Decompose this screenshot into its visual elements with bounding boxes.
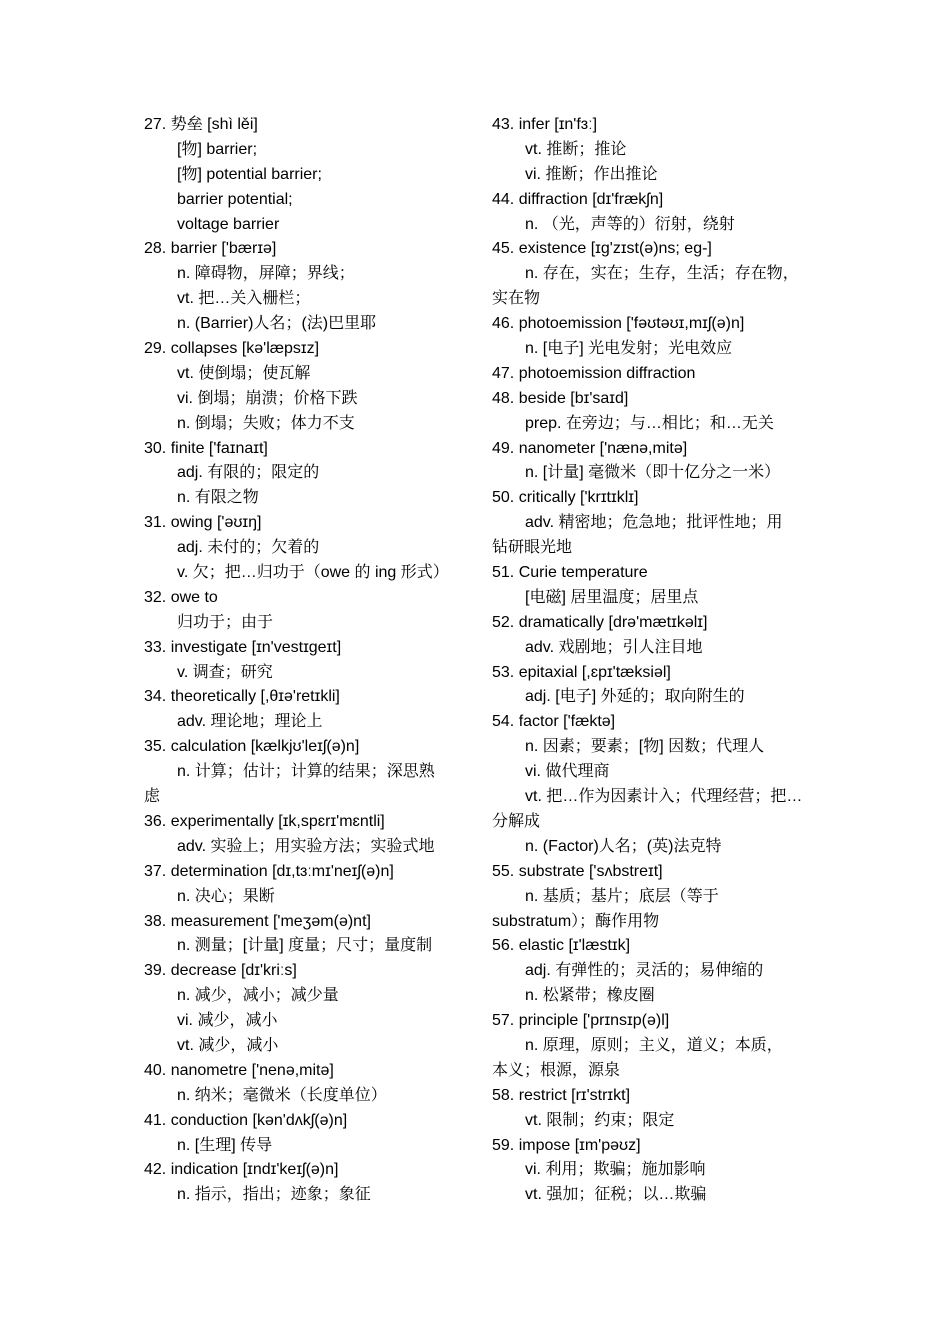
vocab-entry-heading: 29. collapses [kə'læpsɪz] [144,340,320,358]
definition-line: vi. 做代理商 [525,763,610,781]
definition-continuation: 分解成 [492,812,541,830]
vocab-entry-heading: 40. nanometre ['nenə,mitə] [144,1061,334,1079]
definition-line: n. 测量；[计量] 度量；尺寸；量度制 [177,937,433,955]
definition-line: vi. 利用；欺骗；施加影响 [525,1161,706,1179]
definition-line: [物] potential barrier; [177,165,322,183]
definition-line: n. 减少，减小；减少量 [177,987,339,1005]
definition-line: n. 原理，原则；主义，道义；本质， [525,1036,783,1054]
definition-line: vt. 推断；推论 [525,140,627,158]
definition-line: [电磁] 居里温度；居里点 [525,588,699,606]
definition-line: adj. 未付的；欠着的 [177,539,320,557]
definition-line: vt. 强加；征税；以…欺骗 [525,1186,707,1204]
definition-line: n. 指示，指出；迹象；象征 [177,1186,371,1204]
vocab-entry-heading: 39. decrease [dɪ'kriːs] [144,962,297,980]
definition-line: n. 障碍物，屏障；界线； [177,265,355,283]
definition-continuation: 虑 [144,788,161,806]
definition-line: vt. 使倒塌；使瓦解 [177,364,311,382]
definition-line: adv. 精密地；危急地；批评性地；用 [525,514,783,532]
vocab-entry-heading: 49. nanometer ['nænə,mitə] [492,439,688,457]
left-column [144,113,464,1208]
vocab-entry-heading: 43. infer [ɪn'fɜː] [492,116,598,133]
definition-line: vi. 倒塌；崩溃；价格下跌 [177,389,358,407]
vocab-entry-heading: 58. restrict [rɪ'strɪkt] [492,1086,631,1104]
vocab-entry-heading: 33. investigate [ɪn'vestɪgeɪt] [144,638,342,656]
definition-line: adv. 理论地；理论上 [177,713,323,731]
definition-line: v. 调查；研究 [177,663,273,681]
definition-line: n. 存在，实在；生存，生活；存在物， [525,265,799,283]
definition-line: n. (Barrier)人名；(法)巴里耶 [177,315,377,333]
definition-line: 归功于；由于 [177,613,274,631]
definition-line: vt. 把…关入栅栏； [177,290,311,308]
definition-line: vt. 减少，减小 [177,1036,279,1054]
vocab-entry-heading: 27. 势垒 [shì lěi] [144,116,258,133]
vocab-entry-heading: 45. existence [ɪg'zɪst(ə)ns; eg-] [492,240,712,258]
definition-line: adv. 戏剧地；引人注目地 [525,638,703,656]
vocab-entry-heading: 34. theoretically [,θɪə'retɪkli] [144,688,340,706]
definition-line: vt. 把…作为因素计入；代理经营；把… [525,788,803,806]
definition-continuation: 实在物 [492,290,541,308]
definition-line: n. 松紧带；橡皮圈 [525,987,655,1005]
definition-line: voltage barrier [177,215,280,233]
definition-line: n. 计算；估计；计算的结果；深思熟 [177,763,435,781]
vocab-entry-heading: 48. beside [bɪ'saɪd] [492,389,629,407]
vocab-entry-heading: 30. finite ['faɪnaɪt] [144,439,268,457]
vocab-entry-heading: 57. principle ['prɪnsɪp(ə)l] [492,1012,670,1030]
vocab-entry-heading: 44. diffraction [dɪ'frækʃn] [492,190,664,208]
vocab-entry-heading: 41. conduction [kən'dʌkʃ(ə)n] [144,1111,348,1129]
vocab-entry-heading: 28. barrier ['bærɪə] [144,240,277,258]
vocab-entry-heading: 31. owing ['əʊɪŋ] [144,514,262,532]
definition-line: n. 纳米；毫微米（长度单位） [177,1086,387,1104]
definition-line: n. 倒塌；失败；体力不支 [177,414,355,432]
definition-line: vi. 减少，减小 [177,1012,278,1030]
definition-continuation: substratum）；酶作用物 [492,912,660,930]
definition-line: n. 因素；要素；[物] 因数；代理人 [525,738,765,756]
definition-line: vi. 推断；作出推论 [525,165,658,183]
definition-line: n. (Factor)人名；(英)法克特 [525,837,722,855]
definition-line: n. 基质；基片；底层（等于 [525,887,719,905]
definition-line: n. [生理] 传导 [177,1136,273,1154]
definition-continuation: 本义；根源，源泉 [492,1061,621,1079]
vocab-entry-heading: 42. indication [ɪndɪ'keɪʃ(ə)n] [144,1161,339,1179]
vocab-entry-heading: 55. substrate ['sʌbstreɪt] [492,862,663,880]
vocab-entry-heading: 54. factor ['fæktə] [492,713,616,731]
definition-line: n. [计量] 毫微米（即十亿分之一米） [525,464,781,482]
definition-line: vt. 限制；约束；限定 [525,1111,675,1129]
right-column [492,113,814,1208]
definition-line: prep. 在旁边；与…相比；和…无关 [525,414,774,432]
definition-line: barrier potential; [177,190,293,208]
definition-line: n. [电子] 光电发射；光电效应 [525,340,733,358]
vocab-entry-heading: 36. experimentally [ɪk,spɛrɪ'mɛntli] [144,812,385,830]
vocab-entry-heading: 56. elastic [ɪ'læstɪk] [492,937,631,955]
definition-line: n. 有限之物 [177,489,259,507]
definition-line: adj. [电子] 外延的；取向附生的 [525,688,745,706]
definition-line: adj. 有弹性的；灵活的；易伸缩的 [525,962,764,980]
vocab-entry-heading: 35. calculation [kælkjʊ'leɪʃ(ə)n] [144,738,360,756]
definition-line: n. （光，声等的）衍射，绕射 [525,215,735,233]
definition-line: adv. 实验上；用实验方法；实验式地 [177,837,435,855]
vocab-entry-heading: 38. measurement ['meʒəm(ə)nt] [144,912,371,930]
vocab-entry-heading: 53. epitaxial [,ɛpɪ'tæksiəl] [492,663,671,681]
vocab-entry-heading: 47. photoemission diffraction [492,364,696,382]
definition-line: v. 欠；把…归功于（owe 的 ing 形式） [177,564,449,582]
definition-line: n. 决心；果断 [177,887,275,905]
vocab-entry-heading: 46. photoemission ['fəʊtəʊɪ,mɪʃ(ə)n] [492,315,745,333]
definition-line: [物] barrier; [177,140,258,158]
vocab-entry-heading: 59. impose [ɪm'pəʊz] [492,1136,641,1154]
vocab-entry-heading: 32. owe to [144,588,218,606]
definition-line: adj. 有限的；限定的 [177,464,320,482]
definition-continuation: 钻研眼光地 [492,539,573,557]
vocab-entry-heading: 37. determination [dɪ,tɜːmɪ'neɪʃ(ə)n] [144,862,394,880]
vocab-entry-heading: 50. critically ['krɪtɪklɪ] [492,489,639,507]
vocab-entry-heading: 52. dramatically [drə'mætɪkəlɪ] [492,613,708,631]
vocab-entry-heading: 51. Curie temperature [492,564,648,582]
